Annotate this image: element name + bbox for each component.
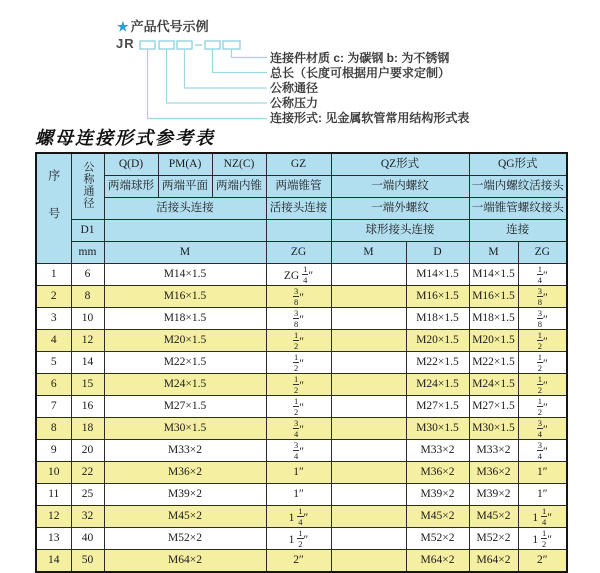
code-prefix-jr: JR: [116, 36, 135, 51]
header-gz-connection: 活接头连接: [266, 198, 331, 220]
table-row: [36, 550, 567, 573]
cell-qz-d: M22×1.5: [406, 352, 469, 374]
cell-gz-zg: 1″: [266, 484, 331, 506]
cell-m: M64×2: [104, 550, 266, 573]
leader-line-diameter: [185, 49, 268, 88]
header-m-left: M: [104, 242, 266, 264]
header-empty-gz: [266, 220, 331, 242]
cell-dn: 8: [71, 286, 104, 308]
header-union-connection: 活接头连接: [104, 198, 266, 220]
cell-m: M39×2: [104, 484, 266, 506]
table-header: [36, 153, 567, 264]
cell-qz-d: M24×1.5: [406, 374, 469, 396]
header-qz-connection: 球形接头连接: [331, 220, 469, 242]
cell-seq: 11: [36, 484, 71, 506]
header-qg-form: QG形式: [469, 153, 567, 176]
label-total-length: 总长（长度可根据用户要求定制）: [270, 66, 451, 80]
cell-seq: 1: [36, 264, 71, 286]
header-gz-form: GZ: [266, 153, 331, 176]
star-icon: ★: [117, 19, 129, 34]
cell-qg-zg: 1″: [518, 462, 567, 484]
cell-seq: 10: [36, 462, 71, 484]
cell-qz-d: M33×2: [406, 440, 469, 462]
cell-qg-zg: $\frac{1}{2}$ ″: [518, 330, 567, 352]
cell-dn: 32: [71, 506, 104, 528]
cell-m: M45×2: [104, 506, 266, 528]
cell-qg-m: M22×1.5: [469, 352, 518, 374]
header-qg-zg: ZG: [518, 242, 567, 264]
cell-m: M33×2: [104, 440, 266, 462]
cell-gz-zg: 1 $\frac{1}{2}$ ″: [266, 528, 331, 550]
header-qg-connection: 连接: [469, 220, 567, 242]
cell-qz-m: [331, 396, 406, 418]
header-qg-desc1: 一端内螺纹活接头: [469, 176, 567, 198]
cell-seq: 4: [36, 330, 71, 352]
cell-qz-d: M14×1.5: [406, 264, 469, 286]
cell-seq: 3: [36, 308, 71, 330]
cell-qz-m: [331, 418, 406, 440]
cell-qz-m: [331, 308, 406, 330]
table-row: [36, 418, 567, 440]
cell-m: M22×1.5: [104, 352, 266, 374]
cell-qg-zg: $\frac{1}{2}$ ″: [518, 374, 567, 396]
cell-qz-d: M27×1.5: [406, 396, 469, 418]
cell-qg-zg: 1″: [518, 484, 567, 506]
cell-qg-zg: $\frac{3}{4}$ ″: [518, 440, 567, 462]
cell-dn: 14: [71, 352, 104, 374]
cell-qg-m: M18×1.5: [469, 308, 518, 330]
cell-qz-d: M16×1.5: [406, 286, 469, 308]
cell-qz-m: [331, 264, 406, 286]
cell-qz-d: M18×1.5: [406, 308, 469, 330]
cell-qz-m: [331, 374, 406, 396]
cell-dn: 25: [71, 484, 104, 506]
header-pm-desc: 两端平面: [158, 176, 212, 198]
cell-qz-m: [331, 506, 406, 528]
cell-gz-zg: $\frac{1}{2}$ ″: [266, 330, 331, 352]
cell-seq: 8: [36, 418, 71, 440]
nut-connection-reference-table: [35, 152, 568, 573]
cell-qg-m: M24×1.5: [469, 374, 518, 396]
cell-gz-zg: $\frac{3}{4}$ ″: [266, 418, 331, 440]
cell-seq: 12: [36, 506, 71, 528]
cell-qz-d: M30×1.5: [406, 418, 469, 440]
header-qz-desc1: 一端内螺纹: [331, 176, 469, 198]
table-row: [36, 264, 567, 286]
cell-gz-zg: $\frac{1}{2}$ ″: [266, 396, 331, 418]
cell-qz-m: [331, 286, 406, 308]
cell-qz-d: M20×1.5: [406, 330, 469, 352]
header-qg-m: M: [469, 242, 518, 264]
cell-qz-d: M45×2: [406, 506, 469, 528]
header-q-form: Q(D): [104, 153, 158, 176]
cell-qg-m: M16×1.5: [469, 286, 518, 308]
cell-seq: 7: [36, 396, 71, 418]
table-row: [36, 440, 567, 462]
code-box-2: [159, 41, 174, 49]
table-row: [36, 374, 567, 396]
cell-m: M52×2: [104, 528, 266, 550]
code-box-1: [140, 41, 155, 49]
cell-qz-d: M36×2: [406, 462, 469, 484]
label-connector-material: 连接件材质 c: 为碳钢 b: 为不锈钢: [270, 51, 450, 65]
cell-m: M24×1.5: [104, 374, 266, 396]
header-nz-desc: 两端内锥: [212, 176, 266, 198]
cell-dn: 12: [71, 330, 104, 352]
cell-dn: 15: [71, 374, 104, 396]
header-gz-desc: 两端锥管: [266, 176, 331, 198]
cell-qz-d: M64×2: [406, 550, 469, 573]
header-d1: D1: [71, 220, 104, 242]
header-empty-left: [104, 220, 266, 242]
cell-qg-m: M33×2: [469, 440, 518, 462]
table-row: [36, 528, 567, 550]
cell-qg-m: M14×1.5: [469, 264, 518, 286]
table-row: [36, 462, 567, 484]
cell-dn: 6: [71, 264, 104, 286]
cell-qg-zg: $\frac{3}{4}$ ″: [518, 418, 567, 440]
cell-gz-zg: 1″: [266, 462, 331, 484]
cell-seq: 2: [36, 286, 71, 308]
header-qz-desc2: 一端外螺纹: [331, 198, 469, 220]
header-qz-form: QZ形式: [331, 153, 469, 176]
cell-qz-d: M52×2: [406, 528, 469, 550]
cell-dn: 40: [71, 528, 104, 550]
table-row: [36, 484, 567, 506]
cell-gz-zg: 1 $\frac{1}{4}$ ″: [266, 506, 331, 528]
label-nominal-diameter: 公称通径: [270, 81, 319, 95]
cell-seq: 9: [36, 440, 71, 462]
cell-qz-m: [331, 352, 406, 374]
cell-dn: 16: [71, 396, 104, 418]
header-qz-m: M: [331, 242, 406, 264]
cell-dn: 18: [71, 418, 104, 440]
table-title: 螺母连接形式参考表: [35, 128, 215, 149]
label-nominal-pressure: 公称压力: [270, 96, 319, 110]
cell-gz-zg: ZG $\frac{1}{4}$ ″: [266, 264, 331, 286]
cell-dn: 22: [71, 462, 104, 484]
cell-qz-d: M39×2: [406, 484, 469, 506]
table-row: [36, 506, 567, 528]
header-qz-d: D: [406, 242, 469, 264]
cell-qg-zg: $\frac{3}{8}$ ″: [518, 308, 567, 330]
cell-gz-zg: $\frac{1}{2}$ ″: [266, 374, 331, 396]
leader-line-material: [232, 49, 268, 58]
cell-qg-m: M64×2: [469, 550, 518, 573]
cell-qg-zg: 1 $\frac{1}{2}$ ″: [518, 528, 567, 550]
cell-seq: 5: [36, 352, 71, 374]
table-body: [36, 264, 567, 573]
cell-qg-m: M27×1.5: [469, 396, 518, 418]
cell-seq: 13: [36, 528, 71, 550]
code-box-4: [205, 41, 220, 49]
leader-line-length: [213, 49, 268, 73]
cell-gz-zg: $\frac{3}{8}$ ″: [266, 286, 331, 308]
cell-qz-m: [331, 484, 406, 506]
cell-gz-zg: 2″: [266, 550, 331, 573]
cell-qg-m: M39×2: [469, 484, 518, 506]
cell-dn: 50: [71, 550, 104, 573]
cell-qg-zg: $\frac{3}{8}$ ″: [518, 286, 567, 308]
cell-qg-zg: $\frac{1}{2}$ ″: [518, 352, 567, 374]
header-q-desc: 两端球形: [104, 176, 158, 198]
cell-m: M30×1.5: [104, 418, 266, 440]
cell-qg-zg: $\frac{1}{4}$ ″: [518, 264, 567, 286]
header-pm-form: PM(A): [158, 153, 212, 176]
table-row: [36, 352, 567, 374]
table-row: [36, 308, 567, 330]
cell-m: M18×1.5: [104, 308, 266, 330]
cell-qg-zg: $\frac{1}{2}$ ″: [518, 396, 567, 418]
leader-line-connection: [148, 49, 268, 119]
cell-qg-m: M45×2: [469, 506, 518, 528]
header-nz-form: NZ(C): [212, 153, 266, 176]
cell-m: M36×2: [104, 462, 266, 484]
cell-m: M16×1.5: [104, 286, 266, 308]
code-box-3: [177, 41, 192, 49]
cell-gz-zg: $\frac{1}{2}$ ″: [266, 352, 331, 374]
cell-seq: 6: [36, 374, 71, 396]
table-row: [36, 330, 567, 352]
cell-qg-m: M52×2: [469, 528, 518, 550]
cell-dn: 20: [71, 440, 104, 462]
cell-gz-zg: $\frac{3}{8}$ ″: [266, 308, 331, 330]
code-box-5: [223, 41, 240, 49]
cell-qz-m: [331, 528, 406, 550]
header-mm: mm: [71, 242, 104, 264]
cell-gz-zg: $\frac{3}{4}$ ″: [266, 440, 331, 462]
cell-qz-m: [331, 330, 406, 352]
cell-qg-m: M36×2: [469, 462, 518, 484]
cell-qg-m: M20×1.5: [469, 330, 518, 352]
cell-dn: 10: [71, 308, 104, 330]
header-qg-desc2: 一端锥管螺纹接头: [469, 198, 567, 220]
header-zg-gz: ZG: [266, 242, 331, 264]
cell-qz-m: [331, 550, 406, 573]
product-code-example-label: 产品代号示例: [130, 19, 209, 34]
cell-seq: 14: [36, 550, 71, 573]
cell-m: M27×1.5: [104, 396, 266, 418]
cell-m: M14×1.5: [104, 264, 266, 286]
header-seq: 序号: [36, 153, 71, 264]
cell-qg-zg: 2″: [518, 550, 567, 573]
cell-qg-zg: 1 $\frac{1}{4}$ ″: [518, 506, 567, 528]
cell-qg-m: M30×1.5: [469, 418, 518, 440]
table-row: [36, 286, 567, 308]
table-row: [36, 396, 567, 418]
header-nominal-diameter: 公称通径: [71, 153, 104, 220]
label-connection-form: 连接形式: 见金属软管常用结构形式表: [270, 111, 470, 125]
cell-qz-m: [331, 462, 406, 484]
cell-m: M20×1.5: [104, 330, 266, 352]
cell-qz-m: [331, 440, 406, 462]
